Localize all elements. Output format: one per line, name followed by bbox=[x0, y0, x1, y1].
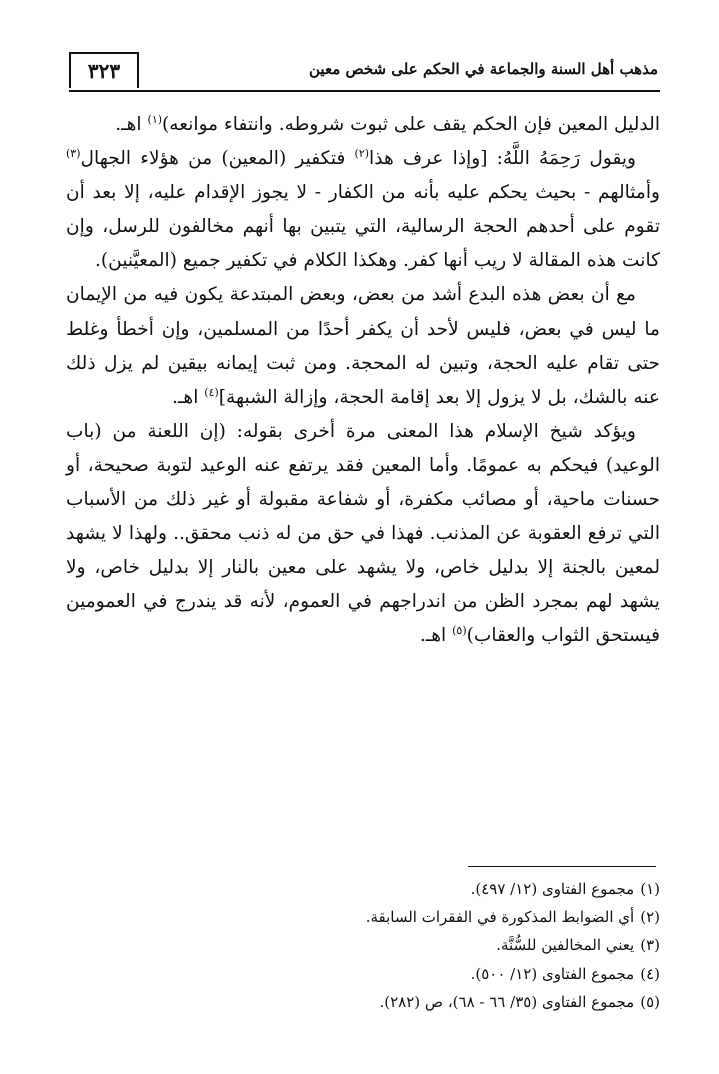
footnote-text: أي الضوابط المذكورة في الفقرات السابقة. bbox=[365, 908, 635, 927]
footnote-text: مجموع الفتاوى (١٢/ ٤٩٧). bbox=[470, 880, 635, 898]
paragraph-text: ويؤكد شيخ الإسلام هذا المعنى مرة أخرى بقوله: (إن اللعنة من (باب الوعيد) فيحكم به عمومًا. وأما المعين فقد يرتفع عنه الوعيد لتوبة صحيحة، أو حسنات ماحية، أو مصائب مكفرة، أو شفاعة مقبولة أو غير ذلك من الأسباب التي ترفع العقوبة عن المذنب. فهذا في حق من له ذنب محقق.. ولهذا لا يشهد لمعين بالجنة إلا بدليل خاص، ولا يشهد على معين بالنار إلا بدليل خاص، ولا يشهد لهم بمجرد الظن من اندراجهم في العموم، لأنه قد يندرج في العمومين فيستحق الثواب والعقاب) bbox=[66, 420, 660, 647]
paragraph-1 bbox=[66, 108, 660, 142]
paragraph-text: فتكفير (المعين) من هؤلاء الجهال bbox=[80, 148, 355, 170]
footnote-number: (٥) bbox=[640, 992, 660, 1011]
paragraph-text: الدليل المعين فإن الحكم يقف على ثبوت شروطه. وانتفاء موانعه) bbox=[162, 114, 660, 135]
paragraph-2 bbox=[66, 142, 660, 278]
paragraph-3 bbox=[66, 278, 660, 414]
footnote-number: (٤) bbox=[640, 964, 660, 983]
paragraph-text: وأمثالهم - بحيث يحكم عليه بأنه من الكفار - لا يجوز الإقدام عليه، إلا بعد أن تقوم على أحدهم الحجة الرسالية، التي يتبين بها أنهم مخالفون للرسل، وإن كانت هذه المقالة لا ريب أنها كفر. وهكذا الكلام في تكفير جميع (المعيَّنين). bbox=[66, 182, 660, 272]
footnotes bbox=[66, 875, 660, 1016]
footnote-ref-3[interactable]: (٣) bbox=[66, 146, 81, 160]
running-title: مذهب أهل السنة والجماعة في الحكم على شخص معين bbox=[309, 60, 658, 78]
header-rule bbox=[69, 90, 660, 92]
footnote-number: (١) bbox=[640, 880, 660, 898]
page-header bbox=[69, 50, 660, 98]
footnote-5 bbox=[66, 988, 660, 1016]
paragraph-4 bbox=[66, 415, 660, 654]
footnote-ref-4[interactable]: (٤) bbox=[204, 385, 219, 399]
paragraph-text: مع أن بعض هذه البدع أشد من بعض، وبعض المبتدعة يكون فيه من الإيمان ما ليس في بعض، فليس لأحد أن يكفر أحدًا من المسلمين، وإن أخطأ وغلط حتى تقام عليه الحجة، وتبين له المحجة. ومن ثبت إيمانه بيقين لم يزل ذلك عنه بالشك، بل لا يزول إلا بعد إقامة الحجة، وإزالة الشبهة] bbox=[66, 284, 660, 408]
footnote-2 bbox=[66, 903, 660, 931]
footnote-ref-5[interactable]: (٥) bbox=[452, 624, 467, 638]
paragraph-text: اهـ. bbox=[419, 625, 453, 647]
footnote-number: (٢) bbox=[640, 908, 660, 927]
paragraph-text: اهـ. bbox=[115, 114, 148, 135]
footnote-number: (٣) bbox=[640, 936, 660, 955]
footnote-ref-1[interactable]: (١) bbox=[147, 112, 163, 126]
footnote-4 bbox=[66, 960, 660, 988]
paragraph-text: اهـ. bbox=[172, 386, 205, 408]
footnote-text: مجموع الفتاوى (١٢/ ٥٠٠). bbox=[470, 964, 635, 983]
footnote-3 bbox=[66, 931, 660, 959]
page-number: ٣٢٣ bbox=[69, 52, 139, 88]
paragraph-text: ويقول رَحِمَهُ اللَّهُ: [وإذا عرف هذا bbox=[369, 148, 636, 170]
main-text bbox=[66, 108, 660, 654]
footnote-text: يعني المخالفين للسُّنَّة. bbox=[496, 936, 635, 955]
footnote-text: مجموع الفتاوى (٣٥/ ٦٦ - ٦٨)، ص (٢٨٢). bbox=[379, 992, 635, 1011]
footnote-ref-2[interactable]: (٢) bbox=[354, 146, 370, 160]
footnote-separator bbox=[468, 866, 656, 867]
footnote-1 bbox=[66, 875, 660, 903]
